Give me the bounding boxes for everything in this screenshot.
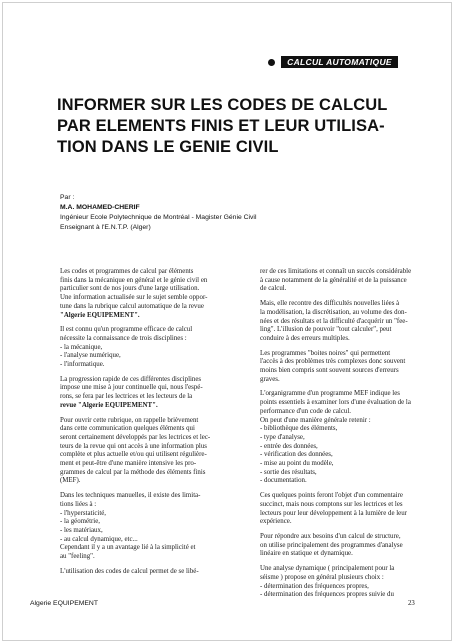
text-line: rer de ces limitations et connaît un succès considérable [260,268,412,275]
text-line: nées et des résultats et la difficulté d'acquérir un "fee- [260,317,408,325]
text-line: - l'hyperstaticité, [60,509,107,517]
paragraph [260,300,425,344]
text-line: - la mécanique, [60,343,103,351]
text-line: points essentiels à examiner lors d'une évaluation de la [260,399,411,407]
bullet-dot-icon [268,59,275,66]
text-line: Une information actualisée sur le sujet semble oppor- [60,294,208,302]
text-line: - détermination des fréquences propres, [260,582,369,590]
text-line: - mise au point du modèle, [260,460,334,468]
text-line: Mais, elle recontre des difficultés nouvelles liées à [260,300,400,308]
text-line: tions liées à : [60,500,97,508]
paragraph [260,565,425,600]
paragraph [260,492,425,527]
section-header [268,56,398,68]
title-line: TION DANS LE GENIE CIVIL [57,138,279,156]
text-line: Il est connu qu'un programme efficace de calcul [60,326,193,334]
text-line: - documentation. [260,477,307,485]
text-line: On peut d'une manière générale retenir : [260,416,371,424]
paragraph [260,390,425,486]
text-line: Les programmes "boites noires" qui permettent [260,349,391,357]
author-position: Enseignant à l'E.N.T.P. (Alger) [60,224,151,231]
text-line: Ces quelques points feront l'objet d'un commentaire [260,492,403,500]
left-column [60,268,225,583]
text-line: lecteurs pour leur développement à la lumière de leur [260,509,407,517]
paragraph [60,376,225,411]
text-line: nécessite la connaissance de trois disciplines : [60,334,187,342]
text-line: l'accès à des problèmes très complexes donc souvent [260,358,406,366]
text-line: succinct, mais nous comptons sur les lectrices et les [260,500,403,508]
text-line: - l'informatique. [60,361,105,369]
text-line: grammes de calcul par la méthode des éléments finis [60,468,206,476]
author-affiliation: Ingénieur Ecole Polytechnique de Montréal - Magister Génie Civil [60,214,257,221]
text-line: (MEF). [60,477,81,485]
text-line: Les codes et programmes de calcul par éléments [60,268,194,275]
text-line: - type d'analyse, [260,433,305,441]
text-line: la modélisation, la discrétisation, au volume des don- [260,308,407,316]
paragraph [60,326,225,370]
paragraph [60,492,225,562]
byline [60,193,380,233]
right-column [260,268,425,606]
text-line: impose une mise à jour continuelle qui, nous l'espé- [60,384,203,392]
text-line: Dans les techniques manuelles, il existe des limita- [60,492,201,500]
text-line: complète et plus actuelle et/ou qui utilisent régulière- [60,451,207,459]
text-line: L'organigramme d'un programme MEF indique les [260,390,400,398]
text-line: - bibliothèque des éléments, [260,425,338,433]
text-line: moins bien compris sont souvent sources d'erreurs [260,367,399,375]
paragraph [60,568,225,577]
article-title [57,95,427,158]
text-line: L'utilisation des codes de calcul permet de se libé- [60,567,199,575]
text-line: - l'analyse numérique, [60,352,121,360]
text-line: au "feeling". [60,553,95,561]
journal-name: Algerie EQUIPEMENT [30,600,98,607]
text-line: - la géométrie, [60,518,100,526]
text-line: Cependant il y a un avantage lié à la simplicité et [60,544,196,552]
title-line: PAR ELEMENTS FINIS ET LEUR UTILISA- [57,117,385,135]
paragraph [60,417,225,487]
text-line: - sortie des résultats, [260,468,317,476]
text-line: Une analyse dynamique ( principalement pour la [260,565,395,573]
paragraph [260,533,425,559]
author-name: M.A. MOHAMED-CHERIF [60,204,140,211]
text-line: Pour ouvrir cette rubrique, on rappelle brièvement [60,416,199,424]
text-line: séisme ) propose en général plusieurs choix : [260,573,384,581]
text-line: - entrée des données, [260,442,318,450]
text-line: de calcul. [260,285,287,293]
text-line: particulier sont de nos jours d'une large utilisation. [60,285,200,293]
paragraph [260,350,425,385]
paragraph [260,268,425,294]
text-line: revue "Algerie EQUIPEMENT". [60,401,158,409]
text-line: "Algerie EQUIPEMENT". [60,311,140,319]
text-line: à cause notamment de la généralité et de la puissance [260,276,407,284]
text-line: conduire à des erreurs multiples. [260,334,350,342]
section-label: CALCUL AUTOMATIQUE [281,56,398,68]
text-line: ling". L'illusion de pouvoir "tout calculer", peut [260,326,392,334]
text-line: - vérification des données, [260,451,333,459]
text-line: ment et peut-être d'une manière intensive les pro- [60,460,197,468]
text-line: linéaire en statique et dynamique. [260,550,353,558]
text-line: teurs de la revue qui ont accès à une information plus [60,442,207,450]
text-line: seront certainement développés par les lectrices et lec- [60,433,211,441]
text-line: performance d'un code de calcul. [260,407,351,415]
text-line: tune dans la rubrique calcul automatique de la revue [60,302,204,310]
text-line: expérience. [260,518,292,526]
page-number: 23 [408,600,415,607]
text-line: - les matériaux, [60,526,103,534]
paragraph [60,268,225,320]
text-line: La progression rapide de ces différentes disciplines [60,375,202,383]
text-line: Pour répondre aux besoins d'un calcul de structure, [260,532,401,540]
text-line: on utilise principalement des programmes d'analyse [260,541,403,549]
text-line: - détermination des fréquences propres suivie du [260,591,394,599]
text-line: graves. [260,375,280,383]
byline-par: Par : [60,194,75,201]
text-line: finis dans la mécanique en général et le génie civil en [60,276,208,284]
text-line: - au calcul dynamique, etc... [60,535,138,543]
text-line: dans cette communication quelques éléments qui [60,425,195,433]
text-line: rons, se fera par les lectrices et les lecteurs de la [60,393,193,401]
title-line: INFORMER SUR LES CODES DE CALCUL [57,96,388,114]
